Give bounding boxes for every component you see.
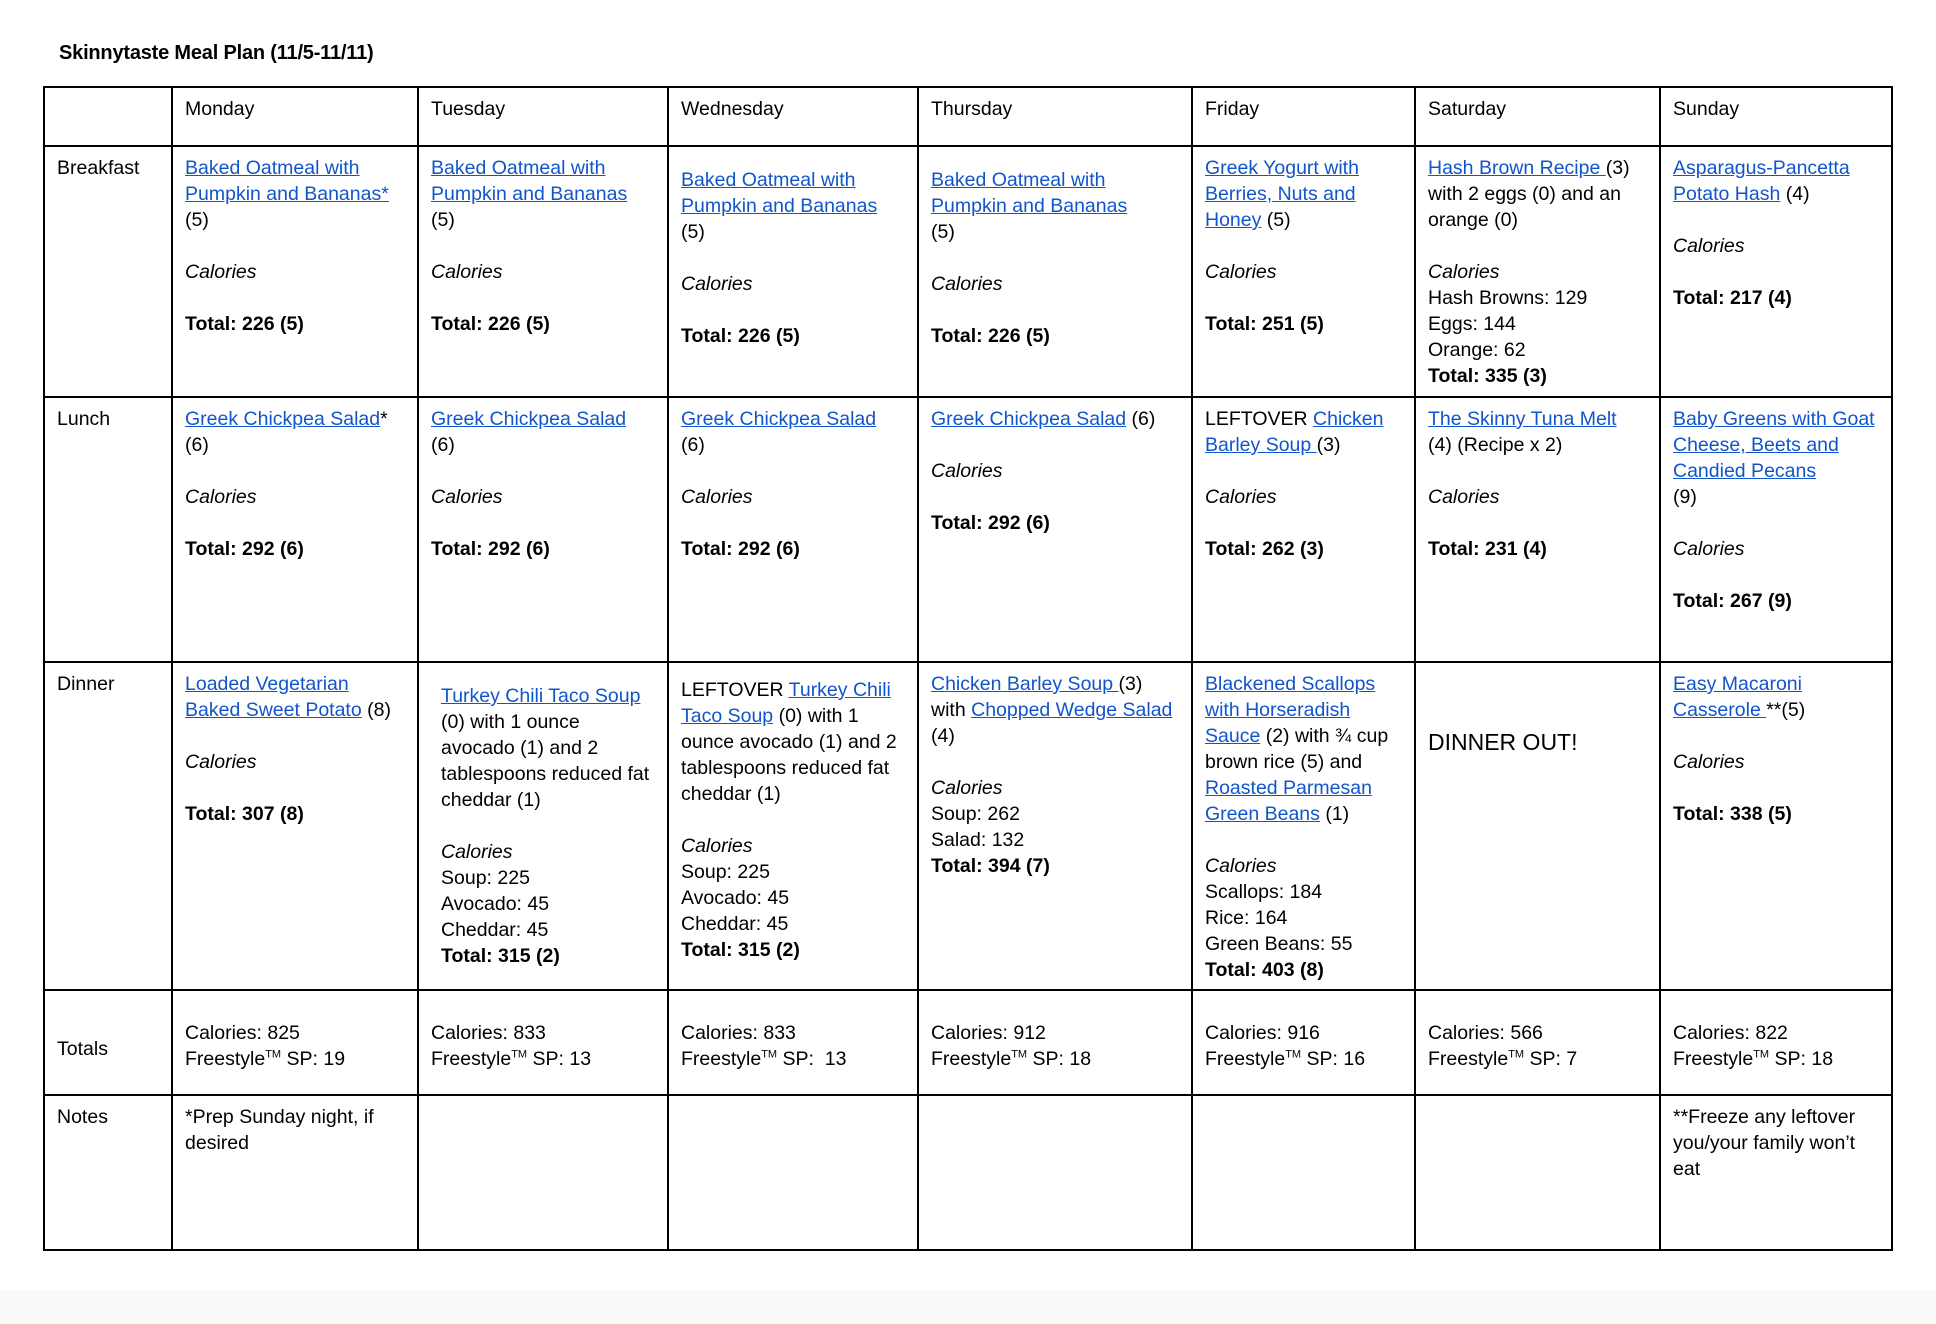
points: (6)	[185, 434, 209, 456]
notes-row	[44, 1095, 1892, 1250]
meal-extra: (0) with 1 ounce avocado (1) and 2 tablespoons reduced fat cheddar (1)	[681, 705, 897, 805]
calorie-breakdown: Soup: 225	[441, 867, 530, 889]
breakfast-row	[44, 146, 1892, 397]
meal-total: Total: 262 (3)	[1205, 538, 1324, 560]
points: (6)	[431, 434, 455, 456]
meal-total: Total: 292 (6)	[431, 538, 550, 560]
header-row	[44, 87, 1892, 146]
recipe-link[interactable]: Baked Oatmeal with Pumpkin and Bananas*	[185, 157, 389, 205]
notes-wednesday	[668, 1095, 918, 1250]
daily-smartpoints: Freestyle™ SP: 13	[431, 1047, 592, 1070]
day-header-monday: Monday	[172, 87, 418, 146]
notes-tuesday	[418, 1095, 668, 1250]
totals-saturday	[1415, 990, 1660, 1095]
meal-total: Total: 403 (8)	[1205, 959, 1324, 981]
daily-smartpoints: Freestyle™ SP: 7	[1428, 1047, 1578, 1070]
meal-extra: (2) with ¾ cup brown rice (5) and	[1205, 725, 1389, 773]
recipe-link[interactable]: Baked Oatmeal with Pumpkin and Bananas	[931, 169, 1128, 217]
recipe-link[interactable]: Greek Chickpea Salad	[431, 408, 627, 430]
meal-total: Total: 338 (5)	[1673, 803, 1792, 825]
calories-label: Calories	[1673, 235, 1745, 257]
breakfast-saturday	[1415, 146, 1660, 397]
calorie-breakdown: Eggs: 144	[1428, 313, 1516, 335]
recipe-link-2[interactable]: Chopped Wedge Salad	[971, 699, 1173, 721]
breakfast-friday	[1192, 146, 1415, 397]
recipe-link[interactable]: Baked Oatmeal with Pumpkin and Bananas	[681, 169, 878, 217]
daily-calories: Calories: 833	[431, 1021, 546, 1044]
totals-tuesday	[418, 990, 668, 1095]
calories-label: Calories	[185, 486, 257, 508]
notes-saturday	[1415, 1095, 1660, 1250]
daily-calories: Calories: 916	[1205, 1021, 1320, 1044]
points: (6)	[681, 434, 705, 456]
recipe-link[interactable]: Turkey Chili Taco Soup	[441, 685, 641, 707]
daily-smartpoints: Freestyle™ SP: 18	[931, 1047, 1092, 1070]
points: (9)	[1673, 486, 1697, 508]
daily-smartpoints: Freestyle™ SP: 13	[681, 1047, 847, 1070]
calories-label: Calories	[931, 777, 1003, 799]
dinner-out-text: DINNER OUT!	[1428, 729, 1578, 755]
row-label-dinner: Dinner	[44, 662, 172, 990]
calorie-breakdown: Green Beans: 55	[1205, 933, 1353, 955]
points: (4) (Recipe x 2)	[1428, 434, 1563, 456]
meal-total: Total: 292 (6)	[681, 538, 800, 560]
lunch-monday	[172, 397, 418, 662]
daily-calories: Calories: 822	[1673, 1021, 1788, 1044]
meal-total: Total: 217 (4)	[1673, 287, 1792, 309]
dinner-tuesday	[418, 662, 668, 990]
points: (5)	[431, 209, 455, 231]
meal-total: Total: 307 (8)	[185, 803, 304, 825]
row-label-notes: Notes	[44, 1095, 172, 1250]
meal-total: Total: 226 (5)	[681, 325, 800, 347]
meal-total: Total: 226 (5)	[185, 313, 304, 335]
leftover-prefix: LEFTOVER	[1205, 408, 1314, 430]
lunch-sunday	[1660, 397, 1892, 662]
recipe-link[interactable]: Greek Yogurt with Berries, Nuts and Honey	[1205, 157, 1359, 231]
points: (5)	[681, 221, 705, 243]
points: (6)	[1126, 408, 1156, 430]
breakfast-thursday	[918, 146, 1192, 397]
meal-total: Total: 226 (5)	[931, 325, 1050, 347]
points: (5)	[1261, 209, 1291, 231]
points-2: (4)	[931, 725, 955, 747]
points: (5)	[931, 221, 955, 243]
calorie-breakdown: Avocado: 45	[441, 893, 550, 915]
daily-calories: Calories: 833	[681, 1021, 796, 1044]
dinner-sunday	[1660, 662, 1892, 990]
day-header-wednesday: Wednesday	[668, 87, 918, 146]
recipe-link[interactable]: Turkey Chili Taco Soup	[681, 679, 891, 727]
totals-friday	[1192, 990, 1415, 1095]
totals-monday	[172, 990, 418, 1095]
calories-label: Calories	[1428, 261, 1500, 283]
page-title: Skinnytaste Meal Plan (11/5-11/11)	[59, 42, 374, 64]
points: (4)	[1780, 183, 1810, 205]
daily-smartpoints: Freestyle™ SP: 18	[1673, 1047, 1834, 1070]
meal-total: Total: 251 (5)	[1205, 313, 1324, 335]
lunch-saturday	[1415, 397, 1660, 662]
calorie-breakdown: Soup: 262	[931, 803, 1020, 825]
calorie-breakdown: Salad: 132	[931, 829, 1025, 851]
recipe-link[interactable]: Greek Chickpea Salad	[185, 408, 381, 430]
daily-calories: Calories: 566	[1428, 1021, 1543, 1044]
points: **(5)	[1766, 699, 1806, 721]
calorie-breakdown: Rice: 164	[1205, 907, 1288, 929]
lunch-wednesday	[668, 397, 918, 662]
row-label-lunch: Lunch	[44, 397, 172, 662]
daily-calories: Calories: 825	[185, 1021, 300, 1044]
day-header-saturday: Saturday	[1415, 87, 1660, 146]
points: (3)	[1605, 157, 1630, 179]
calorie-breakdown: Scallops: 184	[1205, 881, 1323, 903]
recipe-link[interactable]: Loaded Vegetarian Baked Sweet Potato	[185, 673, 362, 721]
meal-total: Total: 292 (6)	[185, 538, 304, 560]
totals-wednesday	[668, 990, 918, 1095]
asterisk: *	[380, 408, 388, 430]
daily-calories: Calories: 912	[931, 1021, 1046, 1044]
calories-label: Calories	[931, 273, 1003, 295]
recipe-link[interactable]: Chicken Barley Soup	[931, 673, 1119, 695]
recipe-link[interactable]: Baby Greens with Goat Cheese, Beets and Candied Pecans	[1673, 408, 1875, 482]
leftover-prefix: LEFTOVER	[681, 679, 789, 701]
meal-total: Total: 226 (5)	[431, 313, 550, 335]
calories-label: Calories	[681, 486, 753, 508]
meal-extra: with 2 eggs (0) and an orange (0)	[1428, 183, 1621, 231]
calorie-breakdown: Orange: 62	[1428, 339, 1526, 361]
row-label-totals: Totals	[44, 990, 172, 1095]
calories-label: Calories	[1673, 751, 1745, 773]
points-2: (1)	[1319, 803, 1350, 825]
calories-label: Calories	[185, 751, 257, 773]
recipe-link[interactable]: Asparagus-Pancetta Potato Hash	[1673, 157, 1850, 205]
calories-label: Calories	[1205, 486, 1277, 508]
recipe-link[interactable]: Hash Brown Recipe	[1428, 157, 1606, 179]
calories-label: Calories	[681, 835, 753, 857]
meal-total: Total: 315 (2)	[441, 945, 560, 967]
points: (8)	[361, 699, 391, 721]
lunch-friday	[1192, 397, 1415, 662]
meal-total: Total: 394 (7)	[931, 855, 1050, 877]
points: (5)	[185, 209, 209, 231]
recipe-link[interactable]: Chicken Barley Soup	[1205, 408, 1384, 456]
lunch-tuesday	[418, 397, 668, 662]
day-header-thursday: Thursday	[918, 87, 1192, 146]
calories-label: Calories	[431, 486, 503, 508]
meal-extra: (0) with 1 ounce avocado (1) and 2 tablespoons reduced fat cheddar (1)	[441, 711, 650, 811]
recipe-link[interactable]: Greek Chickpea Salad	[681, 408, 877, 430]
breakfast-tuesday	[418, 146, 668, 397]
daily-smartpoints: Freestyle™ SP: 19	[185, 1047, 346, 1070]
breakfast-wednesday	[668, 146, 918, 397]
meal-total: Total: 335 (3)	[1428, 365, 1547, 387]
calorie-breakdown: Hash Browns: 129	[1428, 287, 1588, 309]
meal-total: Total: 315 (2)	[681, 939, 800, 961]
totals-sunday	[1660, 990, 1892, 1095]
calories-label: Calories	[441, 841, 513, 863]
connector: with	[931, 699, 972, 721]
lunch-row	[44, 397, 1892, 662]
row-label-breakfast: Breakfast	[44, 146, 172, 397]
calorie-breakdown: Cheddar: 45	[681, 913, 789, 935]
day-header-tuesday: Tuesday	[418, 87, 668, 146]
calories-label: Calories	[431, 261, 503, 283]
recipe-link[interactable]: Greek Chickpea Salad	[931, 408, 1127, 430]
calorie-breakdown: Soup: 225	[681, 861, 770, 883]
calories-label: Calories	[681, 273, 753, 295]
calories-label: Calories	[185, 261, 257, 283]
calorie-breakdown: Avocado: 45	[681, 887, 790, 909]
lunch-thursday	[918, 397, 1192, 662]
recipe-link[interactable]: The Skinny Tuna Melt	[1428, 408, 1617, 430]
breakfast-monday	[172, 146, 418, 397]
points: (3)	[1118, 673, 1143, 695]
notes-monday: *Prep Sunday night, if desired	[172, 1095, 418, 1250]
calories-label: Calories	[1428, 486, 1500, 508]
dinner-thursday	[918, 662, 1192, 990]
totals-row	[44, 990, 1892, 1095]
dinner-friday	[1192, 662, 1415, 990]
calorie-breakdown: Cheddar: 45	[441, 919, 549, 941]
dinner-saturday	[1415, 662, 1660, 990]
calories-label: Calories	[1673, 538, 1745, 560]
notes-sunday: **Freeze any leftover you/your family won’t eat	[1660, 1095, 1892, 1250]
notes-friday	[1192, 1095, 1415, 1250]
day-header-friday: Friday	[1192, 87, 1415, 146]
meal-total: Total: 292 (6)	[931, 512, 1050, 534]
meal-plan-table	[43, 86, 1893, 1251]
calories-label: Calories	[931, 460, 1003, 482]
notes-thursday	[918, 1095, 1192, 1250]
day-header-sunday: Sunday	[1660, 87, 1892, 146]
dinner-wednesday	[668, 662, 918, 990]
meal-total: Total: 267 (9)	[1673, 590, 1792, 612]
page-footer-band	[0, 1290, 1936, 1324]
calories-label: Calories	[1205, 855, 1277, 877]
recipe-link[interactable]: Baked Oatmeal with Pumpkin and Bananas	[431, 157, 628, 205]
dinner-row	[44, 662, 1892, 990]
points: (3)	[1316, 434, 1341, 456]
calories-label: Calories	[1205, 261, 1277, 283]
daily-smartpoints: Freestyle™ SP: 16	[1205, 1047, 1366, 1070]
recipe-link-2[interactable]: Roasted Parmesan Green Beans	[1205, 777, 1372, 825]
dinner-monday	[172, 662, 418, 990]
recipe-link[interactable]: Blackened Scallops with Horseradish Sauce	[1205, 673, 1376, 747]
recipe-link[interactable]: Easy Macaroni Casserole	[1673, 673, 1802, 721]
totals-thursday	[918, 990, 1192, 1095]
breakfast-sunday	[1660, 146, 1892, 397]
corner-cell	[44, 87, 172, 146]
meal-total: Total: 231 (4)	[1428, 538, 1547, 560]
